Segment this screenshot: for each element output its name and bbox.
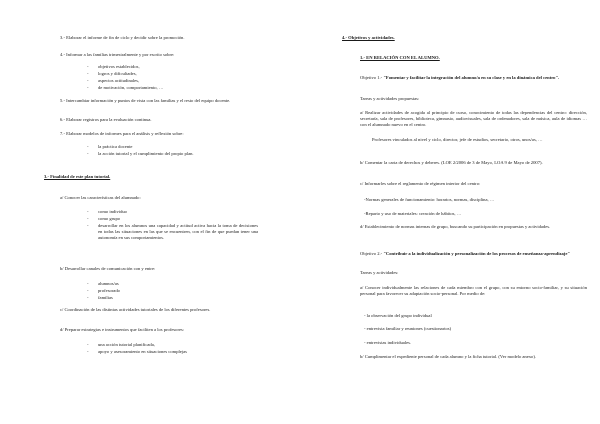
- dash-marker: -: [87, 151, 89, 156]
- dash-marker: -: [87, 209, 89, 214]
- task-c-title: c/ Informarles sobre el reglamento de régimen interior del centro:: [360, 181, 481, 186]
- dash-marker: -: [87, 288, 89, 293]
- list-item: de motivación, comportamiento, …: [98, 85, 164, 90]
- dash-marker: -: [87, 78, 89, 83]
- list-item: como individuo: [98, 209, 127, 214]
- list-item: aspectos actitudinales,: [98, 78, 140, 83]
- list-item: la práctica docente: [98, 144, 133, 149]
- objective-2-label: Objetivo 2.-: [360, 251, 384, 256]
- list-item: una acción tutorial planificada,: [98, 342, 155, 347]
- task-b: b/ Comentar la carta de derechos y deberes. (LOE 2/2006 de 3 de Mayo, LOA 9 de Mayo de 2007).: [360, 160, 543, 165]
- objective-2-text: "Contribuir a la individualización y personalización de los procesos de enseñanza-aprendizaje": [383, 251, 570, 256]
- list-item: objetivos establecidos,: [98, 64, 140, 69]
- list-item: profesorado: [98, 288, 120, 293]
- list-item: como grupo: [98, 216, 121, 221]
- section-4-heading: 4.- Objetivos y actividades.: [342, 35, 395, 40]
- task-a2: a/ Conocer individualmente las relaciones de cada miembro con el grupo, con su entorno socio-familiar, y su situación personal para favorecer su adaptación socio-personal. Por medio de:: [360, 285, 587, 296]
- list-item: alumnos/as: [98, 281, 119, 286]
- a-title: a/ Conocer las características del alumnado:: [60, 195, 141, 200]
- section-3-heading: 3.- Finalidad de este plan tutorial.: [44, 174, 111, 179]
- list-item: logros y dificultades,: [98, 71, 137, 76]
- item-5: 5.- Intercambiar información y puntos de vista con las familias y el resto del equipo docente.: [60, 98, 231, 103]
- item-7: 7.- Elaborar modelos de informes para el análisis y reflexión sobre:: [60, 131, 184, 136]
- task-a-note: Profesores vinculados al nivel y ciclo, director, jefe de estudios, secretario, otros, unos/as, …: [372, 137, 543, 142]
- task-c-item-1: -Normas generales de funcionamiento: horarios, normas, disciplina, …: [364, 197, 495, 202]
- list-item: desarrollar en los alumnos una capacidad y actitud activa hacia la toma de decisiones en todas las situaciones en las que se encuentren, con el fin de que puedan tener una autonomía en sus comportamientos.: [98, 223, 258, 240]
- dash-marker: -: [87, 144, 89, 149]
- d-title: d/ Preparar estrategias e instrumentos que faciliten a los profesores:: [60, 327, 185, 332]
- dash-marker: -: [87, 295, 89, 300]
- item-3: 3.- Elaborar el informe de fin de ciclo y decidir sobre la promoción.: [60, 35, 185, 40]
- list-item: familias: [98, 295, 113, 300]
- objective-1: [360, 75, 587, 81]
- c-text: c/ Coordinación de las distintas actividades tutoriales de los diferentes profesores.: [60, 307, 211, 312]
- objective-2: [360, 251, 587, 257]
- task-b2: b/ Cumplimentar el expediente personal de cada alumno y la ficha tutorial. (Ver modelo anexo).: [360, 354, 537, 359]
- item-4: 4.- Informar a las familias trimestralmente y por escrito sobre:: [60, 52, 175, 57]
- dash-marker: -: [87, 216, 89, 221]
- dash-marker: -: [87, 281, 89, 286]
- objective-1-text: "Fomentar y facilitar la integración del alumno/a en su clase y en la dinámica del centro".: [383, 75, 560, 80]
- list-item: la acción tutorial y el cumplimiento del propio plan.: [98, 151, 194, 156]
- dash-marker: -: [87, 85, 89, 90]
- task-d: d/ Establecimiento de normas internas de grupo, buscando su participación en propuestas y actividades.: [360, 224, 551, 229]
- dash-marker: -: [87, 349, 89, 354]
- item-6: 6.- Elaborar registros para la evaluación continua.: [60, 117, 152, 122]
- dash-marker: -: [87, 64, 89, 69]
- tareas-2: Tareas y actividades:: [360, 270, 399, 275]
- dash-marker: -: [87, 71, 89, 76]
- list-item: apoyo y asesoramiento en situaciones complejas: [98, 349, 187, 354]
- task-a2-item: - la observación del grupo individual: [364, 313, 432, 318]
- dash-marker: -: [87, 342, 89, 347]
- task-c-item-2: -Reparto y uso de materiales: creación de hábitos, …: [364, 211, 462, 216]
- task-a: a/ Realizar actividades de acogida al principio de curso, conocimiento de todas las dependencias del centro: dirección, secretaría, sala de profesores, biblioteca, gimnasio, audiovisuales, sala de ordenadores, sala de música, aula de idiomas … con el alumnado nuevo en el centro.: [360, 110, 587, 127]
- b-title: b/ Desarrollar canales de comunicación con y entre:: [60, 266, 156, 271]
- subsection-1-heading: 1.- EN RELACIÓN CON EL ALUMNO.: [360, 55, 440, 60]
- objective-1-label: Objetivo 1.-: [360, 75, 384, 80]
- task-a2-item: - entrevista familiar y reuniones (cuestionarios): [364, 326, 452, 331]
- task-a2-item: - entrevistas individuales.: [364, 340, 412, 345]
- tareas-1: Tareas y actividades propuestas:: [360, 96, 420, 101]
- dash-marker: -: [87, 223, 89, 228]
